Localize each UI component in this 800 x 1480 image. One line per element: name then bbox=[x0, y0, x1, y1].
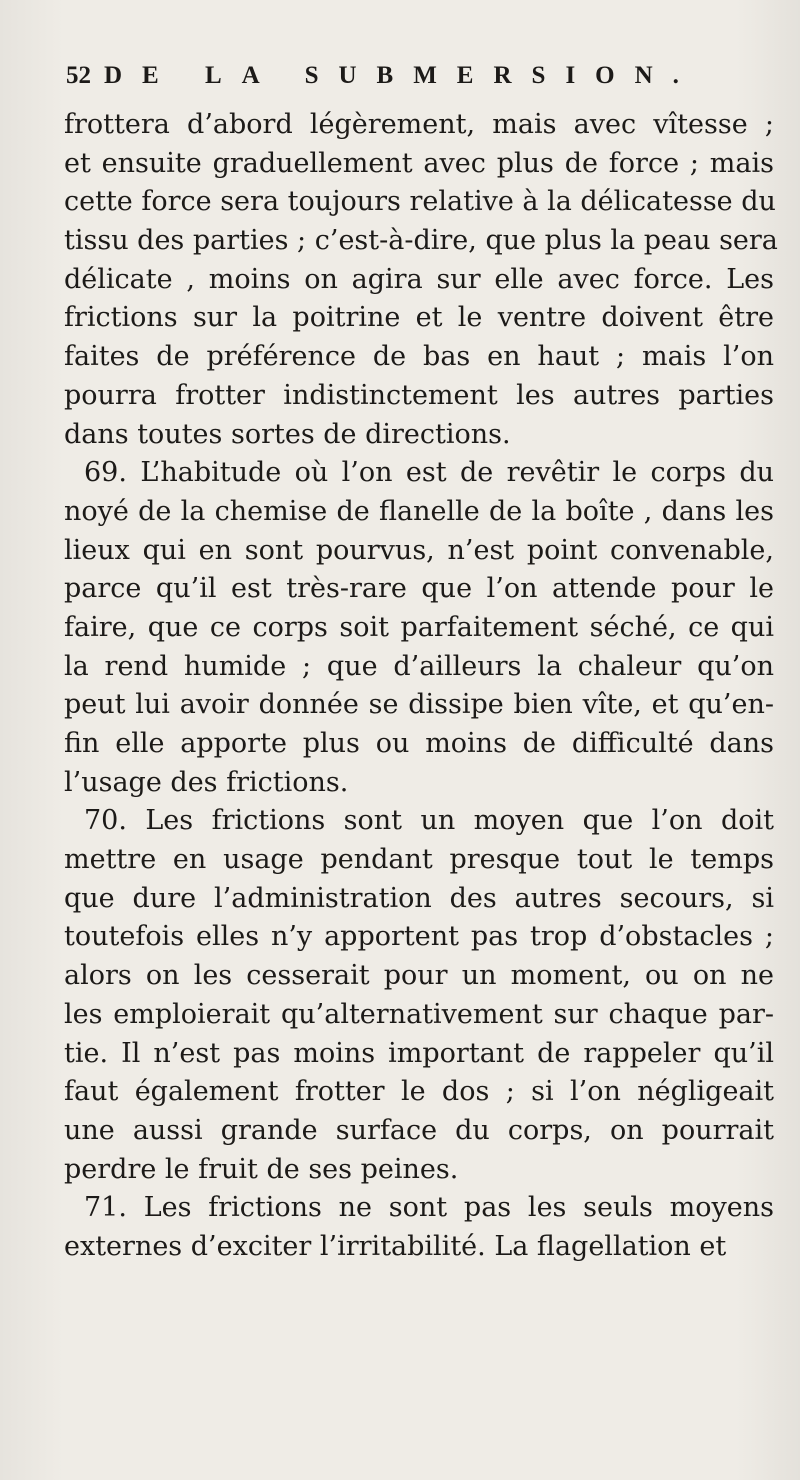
text-line: peut lui avoir donnée se dissipe bien vîte, et qu’en- bbox=[64, 689, 774, 721]
text-line: fin elle apporte plus ou moins de difficulté dans bbox=[64, 728, 774, 759]
text-line: l’usage des frictions. bbox=[64, 766, 349, 798]
text-line: tie. Il n’est pas moins important de rappeler qu’il bbox=[64, 1037, 774, 1069]
text-line: parce qu’il est très-rare que l’on attende pour le bbox=[64, 573, 774, 605]
text-line: faut également frotter le dos ; si l’on négligeait bbox=[64, 1076, 774, 1108]
text-line: que dure l’administration des autres secours, si bbox=[64, 882, 774, 914]
text-line: faites de préférence de bas en haut ; mais l’on bbox=[64, 341, 774, 373]
text-line: les emploierait qu’alternativement sur chaque par- bbox=[64, 998, 774, 1030]
running-title: DE LA SUBMERSION. bbox=[104, 62, 699, 89]
paragraph-71-start: 71. Les frictions ne sont pas les seuls moyens bbox=[84, 1192, 774, 1224]
text-line: faire, que ce corps soit parfaitement séché, ce qui bbox=[64, 611, 774, 643]
body-text bbox=[64, 106, 778, 1267]
text-line: la rend humide ; que d’ailleurs la chaleur qu’on bbox=[64, 650, 774, 682]
running-head bbox=[66, 58, 766, 98]
text-line: délicate , moins on agira sur elle avec force. Les bbox=[64, 263, 774, 295]
text-line: tissu des parties ; c’est-à-dire, que plus la peau sera bbox=[64, 225, 778, 257]
text-line: alors on les cesserait pour un moment, ou on ne bbox=[64, 960, 774, 992]
text-line: mettre en usage pendant presque tout le temps bbox=[64, 844, 774, 876]
text-line: toutefois elles n’y apportent pas trop d’obstacles ; bbox=[64, 921, 774, 953]
text-line: frottera d’abord légèrement, mais avec vîtesse ; bbox=[64, 109, 774, 140]
text-line: perdre le fruit de ses peines. bbox=[64, 1153, 459, 1185]
text-line: frictions sur la poitrine et le ventre doivent être bbox=[64, 302, 774, 334]
text-line: externes d’exciter l’irritabilité. La flagellation et bbox=[64, 1230, 727, 1262]
page-number: 52 bbox=[66, 62, 91, 89]
paragraph-70-start: 70. Les frictions sont un moyen que l’on doit bbox=[84, 805, 774, 837]
text-line: dans toutes sortes de directions. bbox=[64, 418, 511, 450]
text-line: noyé de la chemise de flanelle de la boîte , dans les bbox=[64, 495, 774, 527]
text-line: cette force sera toujours relative à la délicatesse du bbox=[64, 186, 776, 218]
text-line: lieux qui en sont pourvus, n’est point convenable, bbox=[64, 534, 774, 566]
text-line: pourra frotter indistinctement les autres parties bbox=[64, 379, 774, 411]
paragraph-69-start: 69. L’habitude où l’on est de revêtir le corps du bbox=[84, 457, 774, 489]
text-line: et ensuite graduellement avec plus de force ; mais bbox=[64, 147, 774, 179]
text-line: une aussi grande surface du corps, on pourrait bbox=[64, 1114, 774, 1146]
